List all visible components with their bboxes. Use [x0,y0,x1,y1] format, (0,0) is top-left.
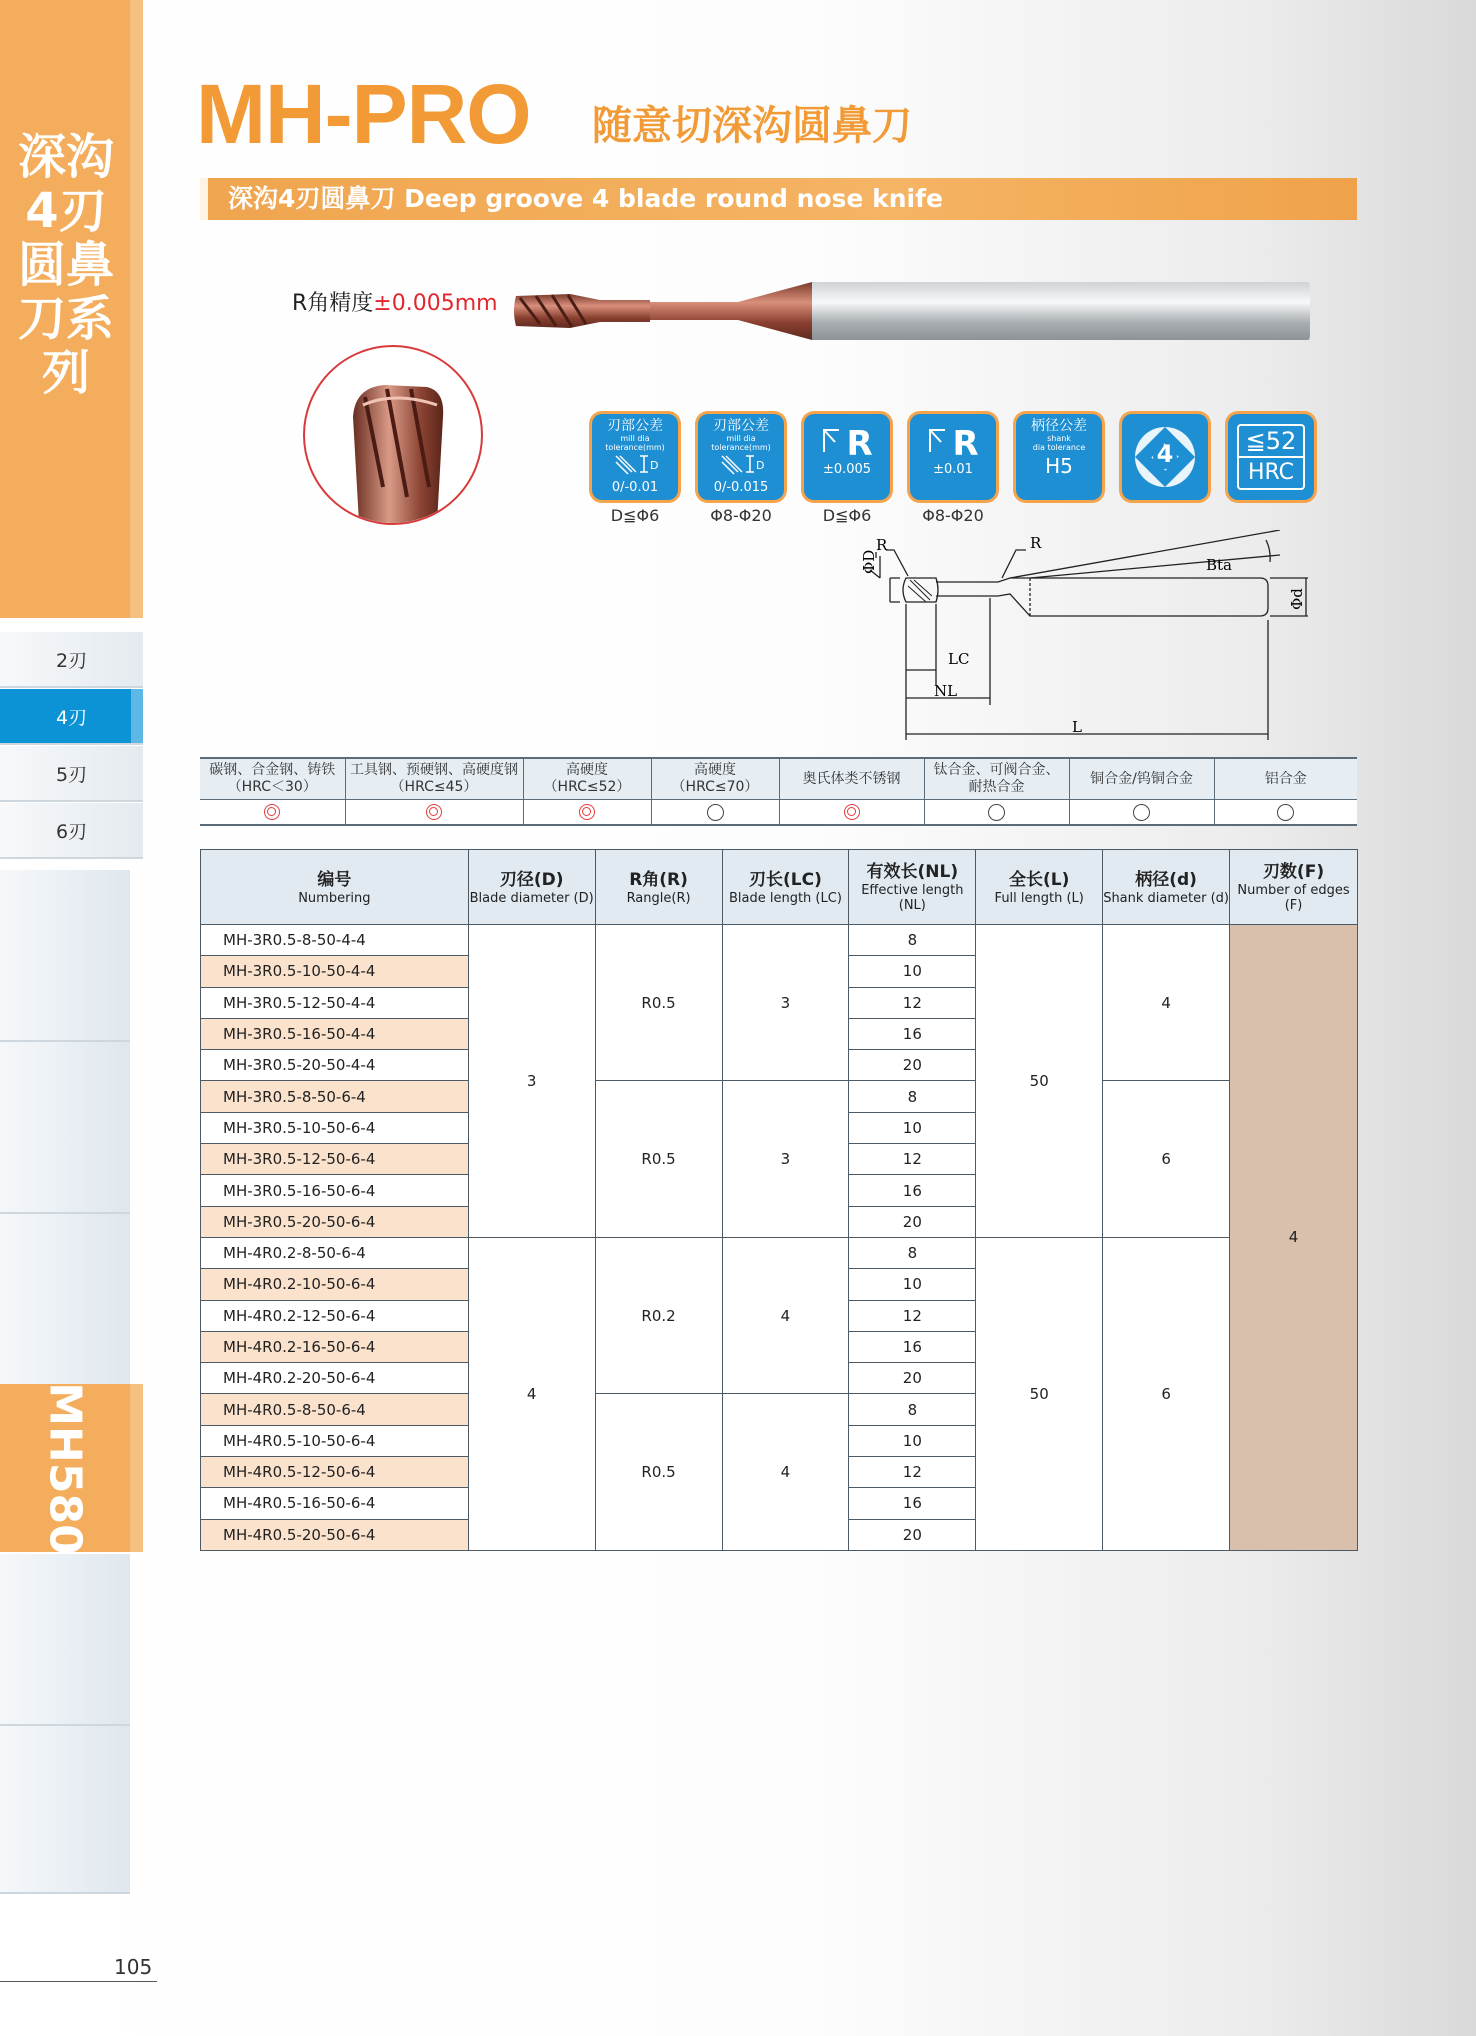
spec-column-header: 刃长(LC) Blade length (LC) [722,850,849,925]
r-angle-cell: R0.5 [595,1081,722,1237]
item-number-cell: MH-4R0.2-16-50-6-4 [201,1331,469,1362]
series-tab-stripe [130,0,143,618]
item-number-cell: MH-3R0.5-16-50-4-4 [201,1018,469,1049]
sidebar [0,0,143,1892]
r-precision-note: R角精度±0.005mm [292,291,498,316]
material-header: 铜合金/钨铜合金 [1069,758,1214,800]
circle-icon [1133,804,1150,821]
blade-length-cell: 3 [722,925,849,1081]
r-tolerance-small-icon: R ±0.005 [804,414,890,500]
material-rating-cell [345,800,523,826]
item-number-cell: MH-4R0.5-8-50-6-4 [201,1394,469,1425]
item-number-cell: MH-4R0.2-12-50-6-4 [201,1300,469,1331]
effective-length-cell: 16 [849,1331,976,1362]
banner-text: 深沟4刃圆鼻刀 Deep groove 4 blade round nose knife [228,184,943,213]
material-rating-row [200,800,1357,826]
item-number-cell: MH-3R0.5-12-50-6-4 [201,1144,469,1175]
effective-length-cell: 10 [849,1269,976,1300]
spec-header-row [201,850,1358,925]
dim-shank-label: Φd [1288,588,1306,610]
sidebar-blank [0,1214,130,1386]
material-rating-cell [1214,800,1357,826]
effective-length-cell: 16 [849,1175,976,1206]
effective-length-cell: 8 [849,925,976,956]
dim-d-label: ΦD [860,549,878,574]
circle-icon [1277,804,1294,821]
edge-count-cell: 4 [1230,925,1358,1551]
spec-column-header: 刃径(D) Blade diameter (D) [468,850,595,925]
spec-column-header: 有效长(NL) Effective length (NL) [849,850,976,925]
icon-caption: Φ8-Φ20 [710,506,772,525]
item-number-cell: MH-3R0.5-8-50-6-4 [201,1081,469,1112]
page-number: 105 [114,1955,153,1979]
item-number-cell: MH-4R0.5-16-50-6-4 [201,1488,469,1519]
item-number-cell: MH-3R0.5-8-50-4-4 [201,925,469,956]
item-number-cell: MH-3R0.5-20-50-6-4 [201,1206,469,1237]
banner-mark [200,178,208,220]
shank-diameter-cell: 6 [1103,1081,1230,1237]
blade-diameter-cell: 4 [468,1237,595,1550]
spec-column-header: 编号 Numbering [201,850,469,925]
full-length-cell: 50 [976,925,1103,1238]
cutting-edge-zoom [303,345,483,525]
material-header: 铝合金 [1214,758,1357,800]
hardness-hrc-icon: ≦52 HRC [1228,414,1314,500]
tolerance-pictogram-icon [716,452,766,476]
end-mill-illustration [510,276,1310,356]
cutting-edge-closeup [305,347,481,523]
effective-length-cell: 12 [849,1144,976,1175]
r-tolerance-large-icon: R ±0.01 [910,414,996,500]
material-header: 钛合金、可阀合金、 耐热合金 [924,758,1069,800]
sidebar-blank [0,1042,130,1214]
effective-length-cell: 8 [849,1081,976,1112]
blade-length-cell: 4 [722,1237,849,1393]
blade-diameter-cell: 3 [468,925,595,1238]
sidebar-blank [0,1554,130,1726]
table-row [201,1081,1358,1112]
circle-icon [707,804,724,821]
sidebar-blank [0,1726,130,1894]
effective-length-cell: 10 [849,956,976,987]
page-number-rule [0,1981,157,1982]
item-number-cell: MH-3R0.5-12-50-4-4 [201,987,469,1018]
sidebar-item-4-flute[interactable]: 4刃 [0,689,143,745]
item-number-cell: MH-4R0.2-10-50-6-4 [201,1269,469,1300]
mill-dia-tolerance-large-icon: 刃部公差 mill dia tolerance(mm) D 0/-0.015 [698,414,784,500]
icon-caption: D≦Φ6 [610,506,660,525]
double-circle-icon [579,804,595,820]
effective-length-cell: 20 [849,1050,976,1081]
effective-length-cell: 10 [849,1112,976,1143]
effective-length-cell: 12 [849,987,976,1018]
product-code-tab-stripe [130,1384,143,1552]
effective-length-cell: 8 [849,1394,976,1425]
dim-r1-label: R [876,536,888,554]
item-number-cell: MH-4R0.5-12-50-6-4 [201,1457,469,1488]
material-rating-cell [1069,800,1214,826]
effective-length-cell: 12 [849,1457,976,1488]
spec-column-header: R角(R) Rangle(R) [595,850,722,925]
sidebar-item-6-flute[interactable]: 6刃 [0,803,143,859]
material-header: 高硬度 （HRC≤52） [523,758,651,800]
full-length-cell: 50 [976,1237,1103,1550]
effective-length-cell: 20 [849,1206,976,1237]
dim-nl-label: NL [934,682,958,700]
material-suitability-table [200,757,1357,826]
double-circle-icon [844,804,860,820]
spec-column-header: 刃数(F) Number of edges (F) [1230,850,1358,925]
series-title: 深沟4刃圆鼻刀系列 [18,129,115,401]
spec-column-header: 柄径(d) Shank diameter (d) [1103,850,1230,925]
effective-length-cell: 16 [849,1018,976,1049]
double-circle-icon [264,804,280,820]
table-row [201,925,1358,956]
material-rating-cell [651,800,779,826]
item-number-cell: MH-3R0.5-16-50-6-4 [201,1175,469,1206]
effective-length-cell: 12 [849,1300,976,1331]
dim-bta-label: Bta [1206,556,1232,574]
tolerance-pictogram-icon [610,452,660,476]
r-angle-cell: R0.2 [595,1237,722,1393]
four-flute-icon: 4 [1122,414,1208,500]
item-number-cell: MH-4R0.2-20-50-6-4 [201,1363,469,1394]
page-subtitle: 随意切深沟圆鼻刀 [592,103,912,149]
material-header-row [200,758,1357,800]
material-rating-cell [779,800,924,826]
effective-length-cell: 10 [849,1425,976,1456]
item-number-cell: MH-4R0.2-8-50-6-4 [201,1237,469,1268]
double-circle-icon [426,804,442,820]
item-number-cell: MH-4R0.5-20-50-6-4 [201,1519,469,1550]
shank-tolerance-icon: 柄径公差 shank dia tolerance H5 [1016,414,1102,500]
shank-diameter-cell: 4 [1103,925,1230,1081]
effective-length-cell: 20 [849,1519,976,1550]
r-arrow-icon [927,426,947,454]
blade-length-cell: 4 [722,1394,849,1550]
material-header: 奥氏体类不锈钢 [779,758,924,800]
material-header: 碳钢、合金钢、铸铁 （HRC＜30） [200,758,345,800]
r-angle-cell: R0.5 [595,1394,722,1550]
dim-r2-label: R [1030,534,1042,552]
dimension-drawing [830,530,1330,740]
table-row [201,1237,1358,1268]
material-header: 工具钢、预硬钢、高硬度钢 （HRC≤45） [345,758,523,800]
icon-caption: Φ8-Φ20 [922,506,984,525]
item-number-cell: MH-3R0.5-10-50-4-4 [201,956,469,987]
material-rating-cell [200,800,345,826]
effective-length-cell: 20 [849,1363,976,1394]
mill-dia-tolerance-small-icon: 刃部公差 mill dia tolerance(mm) D 0/-0.01 [592,414,678,500]
page-title: MH-PRO [196,67,531,161]
circle-icon [988,804,1005,821]
effective-length-cell: 16 [849,1488,976,1519]
product-code-label: MH580 [39,1381,91,1555]
sidebar-item-5-flute[interactable]: 5刃 [0,746,143,802]
svg-text:D: D [756,459,765,472]
r-angle-cell: R0.5 [595,925,722,1081]
specification-table [200,849,1358,1551]
item-number-cell: MH-3R0.5-20-50-4-4 [201,1050,469,1081]
spec-column-header: 全长(L) Full length (L) [976,850,1103,925]
effective-length-cell: 8 [849,1237,976,1268]
dim-lc-label: LC [948,650,970,668]
r-arrow-icon [821,426,841,454]
material-header: 高硬度 （HRC≤70） [651,758,779,800]
icon-caption: D≦Φ6 [822,506,872,525]
sidebar-item-2-flute[interactable]: 2刃 [0,632,143,688]
svg-text:D: D [650,459,659,472]
blade-length-cell: 3 [722,1081,849,1237]
sidebar-blank [0,870,130,1042]
item-number-cell: MH-4R0.5-10-50-6-4 [201,1425,469,1456]
shank-diameter-cell: 6 [1103,1237,1230,1550]
material-rating-cell [523,800,651,826]
material-rating-cell [924,800,1069,826]
dim-l-label: L [1072,718,1082,736]
item-number-cell: MH-3R0.5-10-50-6-4 [201,1112,469,1143]
